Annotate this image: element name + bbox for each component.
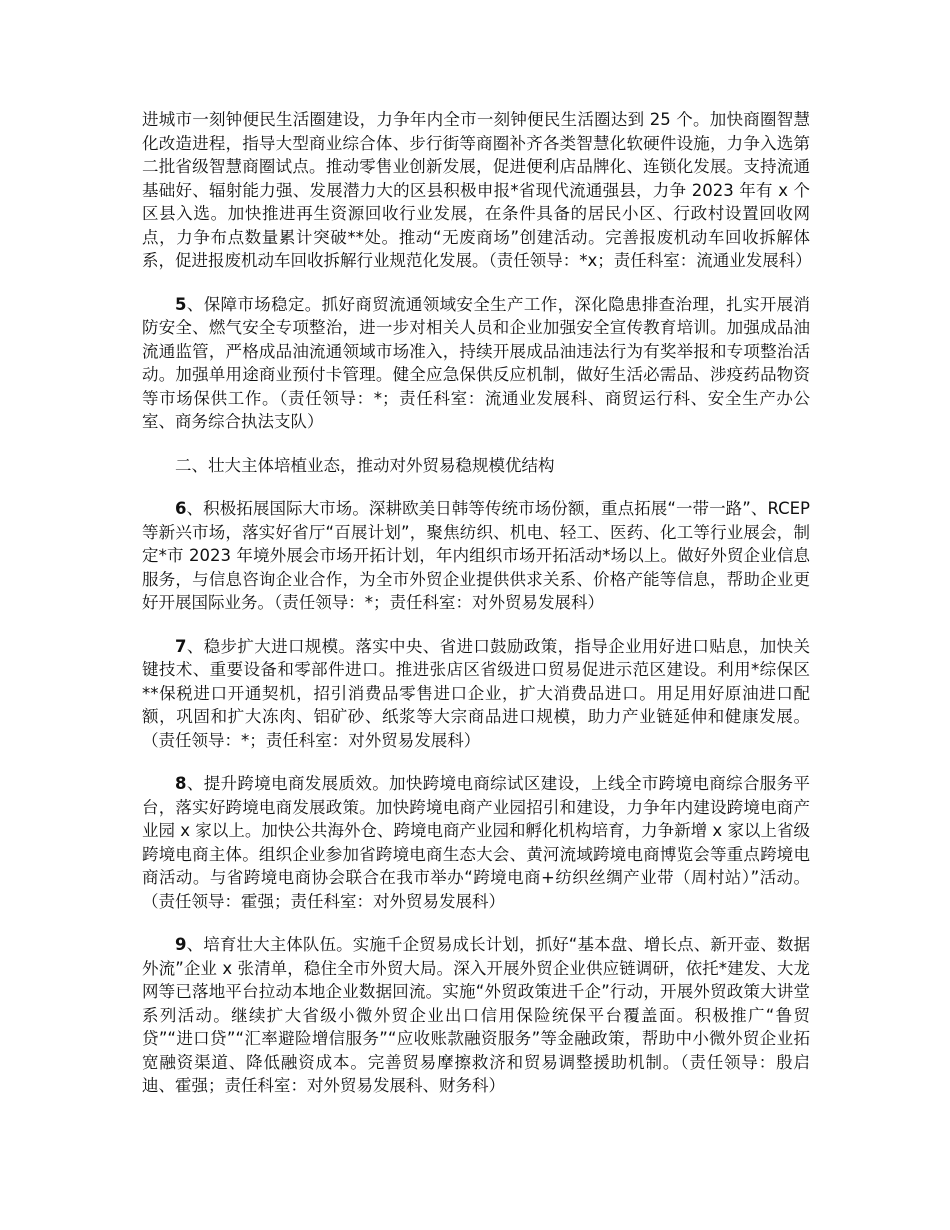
- item-number: 5: [175, 294, 187, 314]
- section-heading: [142, 454, 810, 478]
- paragraph-item-5: [142, 293, 810, 434]
- paragraph-text: 、积极拓展国际大市场。深耕欧美日韩等传统市场份额，重点拓展“一带一路”、RCEP 等新兴市场，落实好省厅“百展计划”，聚焦纺织、机电、轻工、医药、化工等行业展会，制定*市 2023 年境外展会市场开拓计划，年内组织市场开拓活动*场以上。做好外贸企业信息服务，与信息咨询企业合作，为全市外贸企业提供供求关系、价格产能等信息，帮助企业更好开展国际业务。（责任领导：*；责任科室：对外贸易发展科）: [142, 499, 810, 612]
- document-page: [142, 108, 810, 1118]
- item-number: 9: [175, 935, 187, 954]
- paragraph-item-7: [142, 635, 810, 753]
- paragraph-text: 、稳步扩大进口规模。落实中央、省进口鼓励政策，指导企业用好进口贴息，加快关键技术、重要设备和零部件进口。推进张店区省级进口贸易促进示范区建设。利用*综保区**保税进口开通契机，招引消费品零售进口企业，扩大消费品进口。用足用好原油进口配额，巩固和扩大冻肉、铝矿砂、纸浆等大宗商品进口规模，助力产业链延伸和健康发展。（责任领导：*；责任科室：对外贸易发展科）: [142, 636, 810, 750]
- paragraph-text: 、保障市场稳定。抓好商贸流通领域安全生产工作，深化隐患排查治理，扎实开展消防安全、燃气安全专项整治，进一步对相关人员和企业加强安全宣传教育培训。加强成品油流通监管，严格成品油流通领域市场准入，持续开展成品油违法行为有奖举报和专项整治活动。加强单用途商业预付卡管理。健全应急保供反应机制，做好生活必需品、涉疫药品物资等市场保供工作。（责任领导：*；责任科室：流通业发展科、商贸运行科、安全生产办公室、商务综合执法支队）: [142, 294, 810, 431]
- paragraph-text: 进城市一刻钟便民生活圈建设，力争年内全市一刻钟便民生活圈达到 25 个。加快商圈智慧化改造进程，指导大型商业综合体、步行街等商圈补齐各类智慧化软硬件设施，力争入选第二批省级智慧商圈试点。推动零售业创新发展，促进便利店品牌化、连锁化发展。支持流通基础好、辐射能力强、发展潜力大的区县积极申报*省现代流通强县，力争 2023 年有 x 个区县入选。加快推进再生资源回收行业发展，在条件具备的居民小区、行政村设置回收网点，力争布点数量累计突破**处。推动“无废商场”创建活动。完善报废机动车回收拆解体系，促进报废机动车回收拆解行业规范化发展。（责任领导：*x；责任科室：流通业发展科）: [142, 110, 812, 270]
- paragraph-item-9: [142, 933, 810, 1098]
- item-number: 8: [175, 774, 187, 793]
- paragraph-item-6: [142, 497, 810, 615]
- paragraph-item-8: [142, 772, 810, 913]
- paragraph-text: 、培育壮大主体队伍。实施千企贸易成长计划，抓好“基本盘、增长点、新开壶、数据外流”企业 x 张清单，稳住全市外贸大局。深入开展外贸企业供应链调研，依托*建发、大龙网等已落地平台拉动本地企业数据回流。实施“外贸政策进千企”行动，开展外贸政策大讲堂系列活动。继续扩大省级小微外贸企业出口信用保险统保平台覆盖面。积极推广“鲁贸贷”“进口贷”“汇率避险增信服务”“应收账款融资服务”等金融政策，帮助中小微外贸企业拓宽融资渠道、降低融资成本。完善贸易摩擦救济和贸易调整援助机制。（责任领导：殷启迪、霍强；责任科室：对外贸易发展科、财务科）: [142, 935, 810, 1095]
- paragraph-text: 、提升跨境电商发展质效。加快跨境电商综试区建设，上线全市跨境电商综合服务平台，落实好跨境电商发展政策。加快跨境电商产业园招引和建设，力争年内建设跨境电商产业园 x 家以上。加快公共海外仓、跨境电商产业园和孵化机构培育，力争新增 x 家以上省级跨境电商主体。组织企业参加省跨境电商生态大会、黄河流域跨境电商博览会等重点跨境电商活动。与省跨境电商协会联合在我市举办“跨境电商+纺织丝绸产业带（周村站）”活动。（责任领导：霍强；责任科室：对外贸易发展科）: [142, 774, 810, 911]
- paragraph-continuation: [142, 108, 810, 273]
- item-number: 6: [175, 499, 187, 518]
- item-number: 7: [175, 636, 187, 656]
- section-heading-text: 二、壮大主体培植业态，推动对外贸易稳规模优结构: [175, 455, 555, 475]
